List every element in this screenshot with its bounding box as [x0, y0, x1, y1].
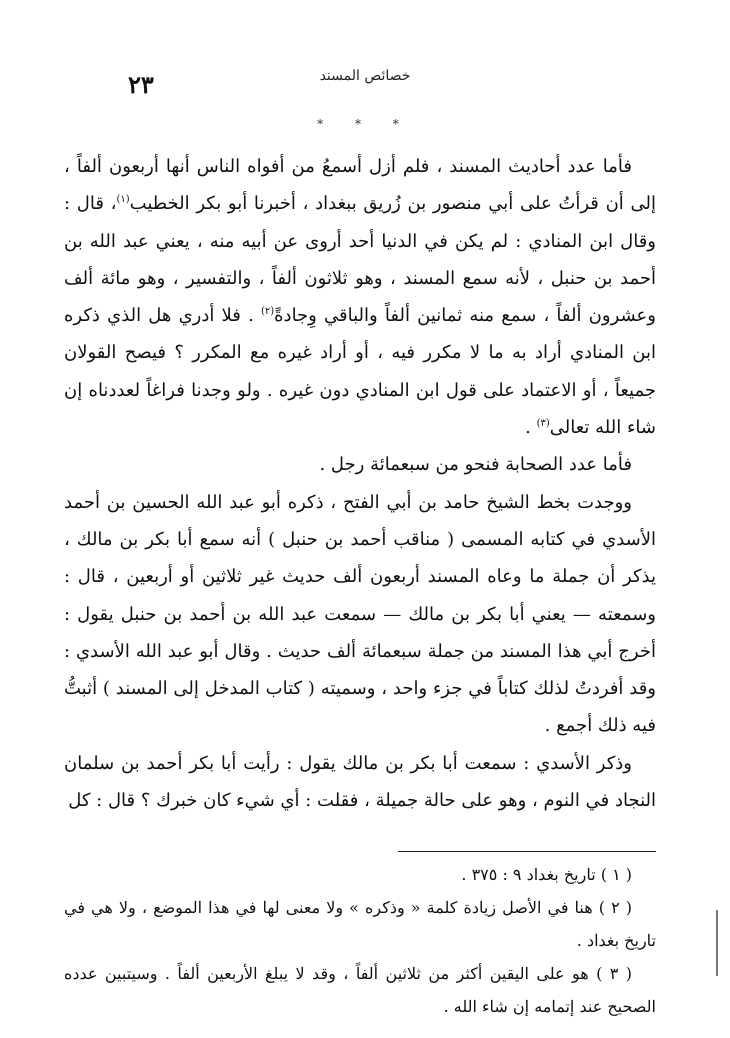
paragraph-1-part-d: .: [525, 417, 531, 439]
page-number: ٢٣: [128, 70, 154, 99]
section-ornament: * * *: [317, 117, 413, 131]
running-header-title: خصائص المسند: [319, 68, 411, 84]
footnote-ref-1: (١): [116, 194, 130, 206]
footnote-2: ( ٢ ) هنا في الأصل زيادة كلمة « وذكره » ولا معنى لها في هذا الموضع ، ولا هي في تاريخ بغداد .: [64, 898, 656, 950]
paragraph-4: وذكر الأسدي : سمعت أبا بكر بن مالك يقول : رأيت أبا بكر أحمد بن سلمان النجاد في النوم ، وهو على حالة جميلة ، فقلت : أي شيء كان خبرك ؟ قال : كل: [64, 752, 656, 812]
paragraph-1-part-a: فأما عدد أحاديث المسند ، فلم أزل أسمعُ من أفواه الناس أنها أربعون ألفاً ، إلى أن قرأتُ على أبي منصور بن زُريق ببغداد ، أخبرنا أبو بكر الخطيب: [64, 156, 657, 215]
footnote-separator: [398, 851, 656, 852]
paragraph-1: [64, 148, 656, 446]
paragraph-1-part-c: . فلا أدري هل الذي ذكره ابن المنادي أراد به ما لا مكرر فيه ، أو أراد غيره مع المكرر ؟ فيصح القولان جميعاً ، أو الاعتماد على قول ابن المنادي دون غيره . ولو وجدنا فراغاً لعددناه إن شاء الله تعالى: [64, 305, 656, 439]
scan-edge-mark: [716, 910, 718, 976]
paragraph-1-part-b: ، قال : وقال ابن المنادي : لم يكن في الدنيا أحد أروى عن أبيه منه ، يعني عبد الله بن أحمد بن حنبل ، لأنه سمع المسند ، وهو ثلاثون ألفاً ، والتفسير ، وهو مائة ألف وعشرون ألفاً ، سمع منه ثمانين ألفاً والباقي وِجادةً: [64, 193, 656, 327]
footnote-ref-2: (٢): [260, 306, 275, 318]
footnote-3: ( ٣ ) هو على اليقين أكثر من ثلاثين ألفاً ، وقد لا يبلغ الأربعين ألفاً . وسيتبين عدده الصحيح عند إتمامه إن شاء الله .: [64, 964, 656, 1016]
paragraph-2: فأما عدد الصحابة فنحو من سبعمائة رجل .: [319, 454, 632, 476]
paragraph-3: ووجدت بخط الشيخ حامد بن أبي الفتح ، ذكره أبو عبد الله الحسين بن أحمد الأسدي في كتابه المسمى ( مناقب أحمد بن حنبل ) أنه سمع أبا بكر بن مالك ، يذكر أن جملة ما وعاه المسند أربعون ألف حديث غير ثلاثين أو أربعين ، قال : وسمعته — يعني أبا بكر بن مالك — سمعت عبد الله بن أحمد بن حنبل يقول : أخرج أبي هذا المسند من جملة سبعمائة ألف حديث . وقال أبو عبد الله الأسدي : وقد أفردتُ لذلك كتاباً في جزء واحد ، وسميته ( كتاب المدخل إلى المسند ) أثبتُّ فيه ذلك أجمع .: [64, 491, 656, 737]
footnote-ref-3: (٣): [536, 418, 550, 430]
footnote-1: ( ١ ) تاريخ بغداد ٩ : ٣٧٥ .: [461, 865, 632, 884]
main-text: [64, 148, 656, 819]
footnotes: [64, 858, 656, 1023]
